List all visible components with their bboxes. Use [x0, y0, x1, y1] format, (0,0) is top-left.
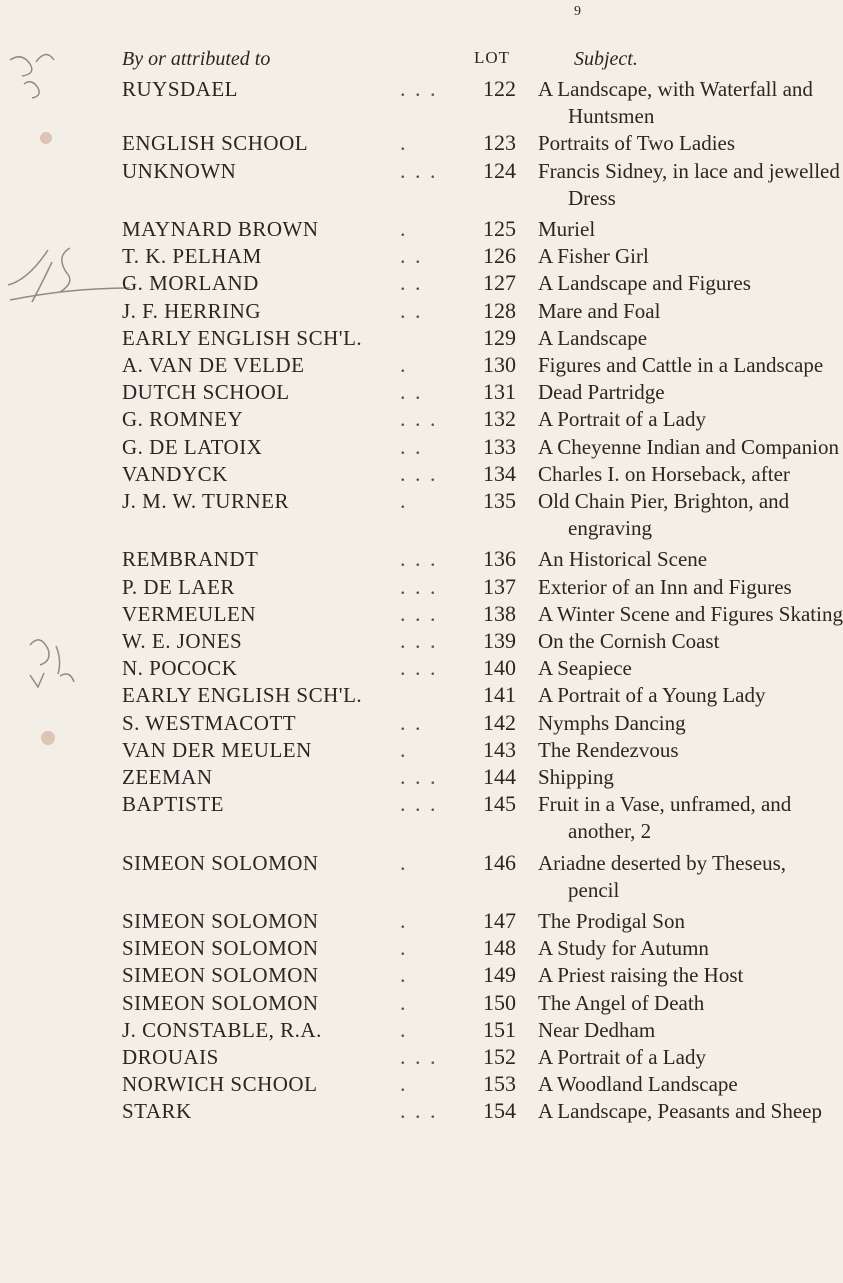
lot-subject: An Historical Scene	[538, 547, 708, 572]
leader-dots: .	[400, 1016, 408, 1042]
artist-name: MAYNARD BROWN	[122, 217, 319, 241]
artist-name: A. VAN DE VELDE	[122, 353, 305, 377]
lot-number: 152	[483, 1044, 516, 1069]
lot-subject: Muriel	[538, 217, 596, 241]
lot-number: 135	[483, 488, 516, 513]
lot-subject: Fruit in a Vase, unframed, and	[538, 792, 792, 817]
leader-dots: . . .	[400, 76, 438, 101]
leader-dots: . . .	[400, 546, 438, 572]
artist-name: T. K. PELHAM	[122, 244, 262, 269]
lot-number: 133	[483, 433, 516, 459]
lot-subject: A Winter Scene and Figures Skating	[538, 601, 843, 626]
lot-subject-continuation-row	[0, 103, 801, 129]
leader-dots: .	[400, 989, 408, 1015]
lot-subject-continuation: Dress	[568, 185, 616, 210]
lot-entry	[0, 352, 824, 378]
lot-subject: Shipping	[538, 765, 614, 789]
lot-subject: A Woodland Landscape	[538, 1072, 738, 1097]
lot-number: 147	[483, 908, 516, 933]
artist-name: DUTCH SCHOOL	[122, 380, 290, 405]
artist-name: EARLY ENGLISH SCH'L.	[122, 683, 363, 708]
leader-dots: . . .	[400, 460, 438, 486]
lot-subject: A Landscape, with Waterfall and	[538, 77, 813, 101]
lot-subject: Old Chain Pier, Brighton, and	[538, 489, 790, 513]
lot-entry	[0, 406, 801, 432]
leader-dots: . . .	[400, 1044, 438, 1069]
lot-subject: A Study for Autumn	[538, 936, 709, 961]
lot-subject: A Landscape	[538, 325, 648, 350]
lot-subject: Ariadne deserted by Theseus,	[538, 850, 787, 875]
lot-subject: The Prodigal Son	[538, 909, 685, 933]
lot-entry	[0, 764, 801, 790]
lot-entry	[0, 1071, 801, 1097]
artist-name: G. DE LATOIX	[122, 434, 263, 459]
lot-entry	[0, 1098, 823, 1124]
lot-number: 127	[483, 270, 516, 296]
lot-number: 134	[483, 460, 516, 486]
artist-name: S. WESTMACOTT	[122, 710, 297, 735]
lot-entry	[0, 737, 801, 763]
artist-name: J. M. W. TURNER	[122, 489, 289, 513]
lot-entry	[0, 655, 801, 681]
artist-name: SIMEON SOLOMON	[122, 963, 319, 988]
lot-subject: A Portrait of a Lady	[538, 407, 706, 432]
lot-number: 154	[483, 1098, 516, 1124]
page-number: 9	[574, 4, 581, 19]
lot-entry	[0, 298, 801, 324]
lot-subject-continuation-row	[0, 185, 801, 211]
lot-number: 145	[483, 791, 516, 817]
lot-number: 125	[483, 216, 516, 241]
lot-subject: On the Cornish Coast	[538, 629, 720, 653]
lot-number: 130	[483, 352, 516, 377]
artist-name: DROUAIS	[122, 1045, 219, 1069]
lot-subject: Dead Partridge	[538, 380, 665, 405]
artist-name: UNKNOWN	[122, 158, 237, 183]
leader-dots: .	[400, 1071, 408, 1097]
leader-dots: .	[400, 736, 408, 762]
artist-name: NORWICH SCHOOL	[122, 1072, 318, 1097]
lot-subject: The Rendezvous	[538, 737, 679, 762]
lot-number: 129	[483, 324, 516, 350]
lot-entry	[0, 216, 801, 242]
artist-name: VAN DER MEULEN	[122, 737, 312, 762]
artist-name: RUYSDAEL	[122, 77, 239, 101]
lot-number: 150	[483, 989, 516, 1015]
leader-dots: .	[400, 130, 408, 156]
leader-dots: . .	[400, 297, 423, 323]
lot-subject: A Landscape, Peasants and Sheep	[538, 1099, 823, 1124]
lot-number: 123	[483, 130, 516, 156]
lot-entry	[0, 574, 801, 600]
lot-entry	[0, 76, 813, 102]
artist-column-header: By or attributed to	[122, 48, 271, 70]
artist-name: W. E. JONES	[122, 629, 243, 653]
leader-dots: . .	[400, 379, 423, 405]
subject-column-header: Subject.	[574, 48, 638, 70]
leader-dots: . . .	[400, 157, 438, 183]
lot-number: 146	[483, 849, 516, 875]
lot-subject-continuation: Huntsmen	[568, 104, 655, 129]
lot-number: 148	[483, 935, 516, 961]
lot-subject: A Portrait of a Lady	[538, 1045, 706, 1069]
leader-dots: .	[400, 488, 408, 513]
lot-subject: A Cheyenne Indian and Companion	[538, 434, 839, 459]
lot-entry	[0, 379, 801, 405]
leader-dots: .	[400, 908, 408, 933]
lot-entry	[0, 157, 840, 184]
leader-dots: . .	[400, 270, 423, 296]
lot-subject-continuation: engraving	[568, 516, 652, 541]
artist-name: VANDYCK	[122, 461, 228, 486]
lot-subject: Figures and Cattle in a Landscape	[538, 353, 824, 377]
lot-number: 141	[483, 682, 516, 708]
lot-entry	[0, 325, 801, 351]
lot-subject: Nymphs Dancing	[538, 710, 686, 735]
leader-dots: . . .	[400, 573, 438, 599]
lot-number: 142	[483, 709, 516, 735]
lot-subject-continuation-row	[0, 515, 801, 541]
artist-name: N. POCOCK	[122, 656, 238, 681]
lot-number: 138	[483, 600, 516, 626]
lot-subject: Francis Sidney, in lace and jewelled	[538, 158, 840, 183]
artist-name: REMBRANDT	[122, 547, 259, 572]
lot-entry	[0, 433, 839, 460]
lot-subject: A Portrait of a Young Lady	[538, 683, 766, 708]
lot-number: 144	[483, 764, 516, 789]
lot-subject-continuation: pencil	[568, 877, 620, 902]
leader-dots: .	[400, 216, 408, 241]
artist-name: ENGLISH SCHOOL	[122, 131, 309, 156]
lot-subject-continuation-row	[0, 877, 801, 903]
lot-number: 140	[483, 655, 516, 681]
artist-name: G. MORLAND	[122, 271, 259, 296]
lot-entry	[0, 461, 801, 487]
lot-number: 124	[483, 157, 516, 183]
leader-dots: .	[400, 849, 408, 875]
artist-name: STARK	[122, 1099, 192, 1124]
lot-subject: Exterior of an Inn and Figures	[538, 574, 792, 599]
lot-number: 128	[483, 297, 516, 323]
leader-dots: . . .	[400, 1098, 438, 1124]
artist-name: SIMEON SOLOMON	[122, 990, 319, 1015]
leader-dots: . . .	[400, 764, 438, 789]
lot-number: 153	[483, 1071, 516, 1097]
leader-dots: .	[400, 962, 408, 988]
artist-name: SIMEON SOLOMON	[122, 850, 319, 875]
artist-name: ZEEMAN	[122, 765, 213, 789]
lot-number: 126	[483, 243, 516, 269]
leader-dots: . .	[400, 709, 423, 735]
artist-name: VERMEULEN	[122, 601, 256, 626]
lot-number: 131	[483, 379, 516, 405]
lot-entry	[0, 488, 801, 514]
leader-dots: . . .	[400, 600, 438, 626]
artist-name: P. DE LAER	[122, 574, 235, 599]
artist-name: J. F. HERRING	[122, 298, 262, 323]
lot-number: 132	[483, 406, 516, 432]
lot-entry	[0, 850, 801, 876]
lot-entry	[0, 1044, 801, 1070]
lot-subject: A Seapiece	[538, 656, 632, 681]
artist-name: SIMEON SOLOMON	[122, 936, 319, 961]
lot-number: 122	[483, 76, 516, 101]
lot-entry	[0, 546, 801, 572]
lot-subject: Mare and Foal	[538, 298, 661, 323]
lot-column-header: LOT	[474, 48, 511, 67]
leader-dots: . . .	[400, 791, 438, 817]
lot-subject: A Landscape and Figures	[538, 271, 751, 296]
lot-number: 139	[483, 628, 516, 653]
lot-number: 149	[483, 962, 516, 988]
leader-dots: .	[400, 352, 408, 377]
lot-subject: Near Dedham	[538, 1017, 656, 1042]
lot-entry	[0, 270, 801, 296]
artist-name: EARLY ENGLISH SCH'L.	[122, 325, 363, 350]
lot-entry	[0, 600, 843, 627]
leader-dots: . . .	[400, 655, 438, 681]
lot-entry	[0, 962, 801, 988]
lot-number: 137	[483, 573, 516, 599]
artist-name: BAPTISTE	[122, 792, 225, 817]
lot-entry	[0, 990, 801, 1016]
lot-number: 136	[483, 546, 516, 572]
leader-dots: . . .	[400, 628, 438, 653]
lot-subject: A Fisher Girl	[538, 244, 649, 269]
lot-subject: Portraits of Two Ladies	[538, 131, 736, 156]
lot-subject: The Angel of Death	[538, 990, 705, 1015]
lot-number: 143	[483, 736, 516, 762]
lot-subject: Charles I. on Horseback, after	[538, 461, 790, 486]
lot-entry	[0, 628, 801, 654]
lot-entry	[0, 908, 801, 934]
lot-entry	[0, 935, 801, 961]
leader-dots: . .	[400, 433, 423, 459]
lot-entry	[0, 130, 801, 156]
lot-entry	[0, 1017, 801, 1043]
artist-name: G. ROMNEY	[122, 407, 244, 432]
leader-dots: . . .	[400, 406, 438, 432]
leader-dots: . .	[400, 243, 423, 269]
lot-entry	[0, 243, 801, 269]
lot-entry	[0, 710, 801, 736]
lot-number: 151	[483, 1016, 516, 1042]
lot-entry	[0, 791, 801, 817]
artist-name: J. CONSTABLE, R.A.	[122, 1017, 322, 1042]
lot-entry	[0, 682, 801, 708]
leader-dots: .	[400, 935, 408, 961]
artist-name: SIMEON SOLOMON	[122, 909, 319, 933]
lot-subject: A Priest raising the Host	[538, 963, 744, 988]
lot-subject-continuation-row	[0, 818, 801, 844]
lot-subject-continuation: another, 2	[568, 819, 652, 844]
